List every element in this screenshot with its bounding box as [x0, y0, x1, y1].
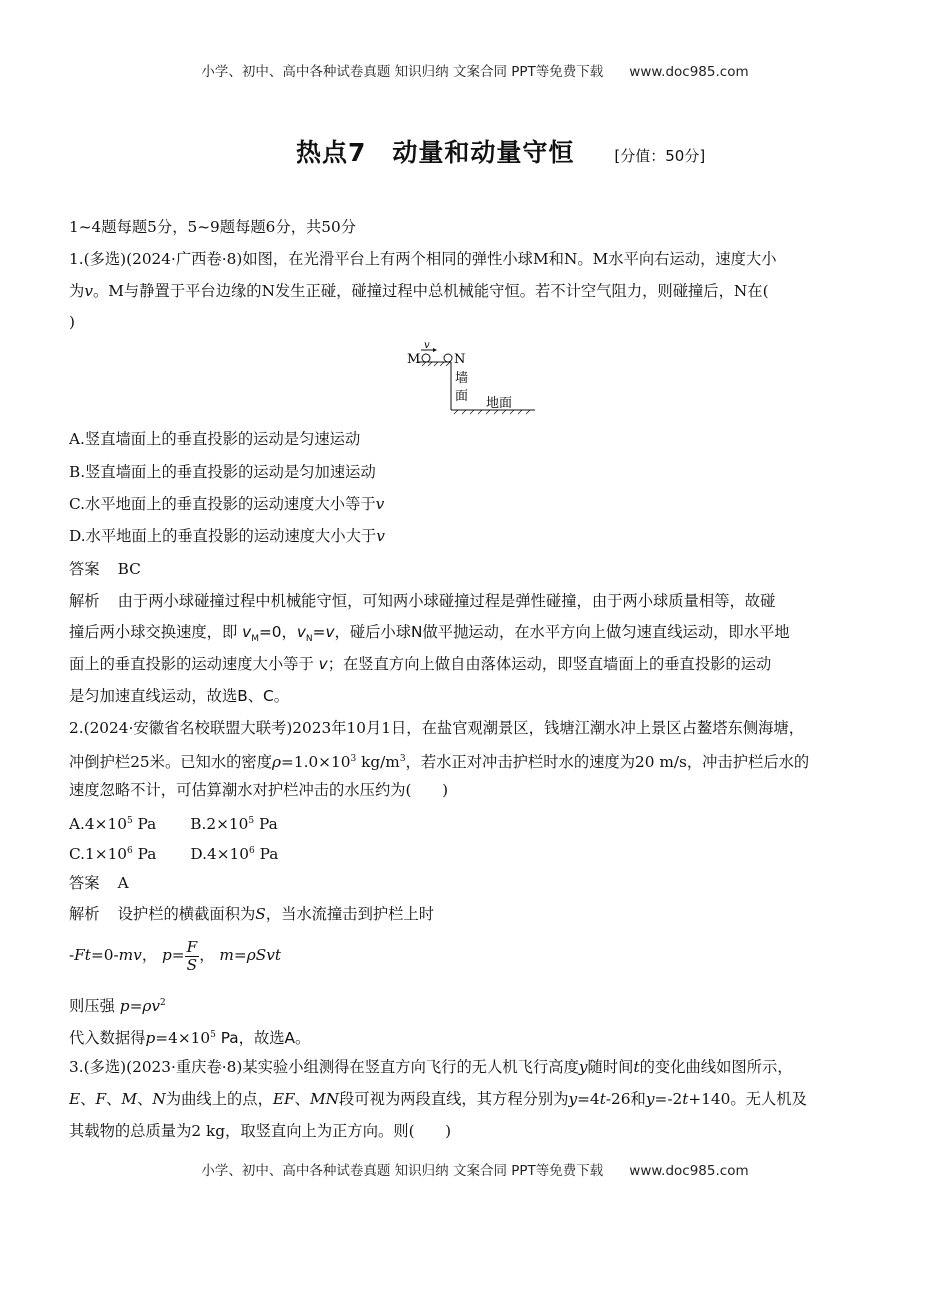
page-header	[0, 60, 950, 80]
q2-answer: 答案 A	[69, 874, 129, 892]
q1-stem-2: 为v。M与静置于平台边缘的N发生正碰，碰撞过程中总机械能守恒。若不计空气阻力，则碰撞后，N在(	[69, 282, 769, 300]
header-url[interactable]: www.doc985.com	[629, 64, 749, 80]
q1-figure	[400, 338, 540, 418]
intro-line: 1~4题每题5分，5~9题每题6分，共50分	[69, 218, 357, 236]
q1-answer: 答案 BC	[69, 560, 141, 578]
q1-analysis-3: 面上的垂直投影的运动速度大小等于 v；在竖直方向上做自由落体运动，即竖直墙面上的垂直投影的运动	[69, 655, 772, 673]
q2-options-cd: $C.1\times 10^6$ Pa $D.4\times 10^6$ Pa	[69, 845, 279, 864]
fig-wall-label-1: 墙	[455, 371, 469, 386]
q1-analysis-4: 是匀加速直线运动，故选B、C。	[69, 687, 290, 705]
q1-option-b: B.竖直墙面上的垂直投影的运动是匀加速运动	[69, 463, 376, 481]
q2-analysis-3: 则压强 $p=\rho v^2$	[69, 997, 166, 1016]
fig-v-label: v	[424, 340, 430, 351]
q1-stem-1: 1.(多选)(2024·广西卷·8)如图，在光滑平台上有两个相同的弹性小球M和N。M水平向右运动，速度大小	[69, 250, 777, 268]
q1-stem-3: )	[69, 313, 75, 331]
fig-ball-m	[422, 354, 430, 362]
q2-analysis-4: 代入数据得$p=4\times 10^5$ Pa，故选A。	[69, 1029, 311, 1048]
fig-n-label: N	[454, 352, 466, 367]
q1-analysis-1: 解析 由于两小球碰撞过程中机械能守恒，可知两小球碰撞过程是弹性碰撞，由于两小球质量相等，故碰	[69, 592, 776, 610]
q1-analysis-2: 撞后两小球交换速度，即 $v_M=0$，$v_N=v$，碰后小球N做平抛运动，在水平方向上做匀速直线运动，即水平地	[69, 623, 790, 645]
q1-option-d: D.水平地面上的垂直投影的运动速度大小大于v	[69, 527, 385, 545]
q2-formula: -Ft=0-mv， p= $\frac{F}{S}$ ， m=ρSvt	[69, 937, 282, 974]
page-title	[296, 133, 705, 169]
header-text: 小学、初中、高中各种试卷真题 知识归纳 文案合同 PPT等免费下载	[201, 64, 604, 80]
fig-m-label: M	[407, 352, 421, 367]
q2-stem-2: 冲倒护栏25米。已知水的密度$\rho=1.0\times 10^3$ $kg/m^3$，若水正对冲击护栏时水的速度为20 m/s，冲击护栏后水的	[69, 753, 810, 772]
q1-option-c: C.水平地面上的垂直投影的运动速度大小等于v	[69, 495, 385, 513]
fig-wall-label-2: 面	[455, 389, 469, 404]
title-score: [分值：50分]	[614, 147, 706, 165]
footer-text: 小学、初中、高中各种试卷真题 知识归纳 文案合同 PPT等免费下载	[201, 1163, 604, 1179]
q3-stem-3: 其载物的总质量为2 kg，取竖直向上为正方向。则( )	[69, 1122, 452, 1140]
q2-analysis-1: 解析 设护栏的横截面积为S，当水流撞击到护栏上时	[69, 905, 435, 923]
page-footer	[0, 1159, 950, 1179]
q2-stem-1: 2.(2024·安徽省名校联盟大联考)2023年10月1日，在盐官观潮景区，钱塘江潮水冲上景区占鳌塔东侧海塘，	[69, 719, 805, 737]
q3-stem-2: E、F、M、N为曲线上的点，EF、MN段可视为两段直线，其方程分别为y=4t-26和y=-2t+140。无人机及	[69, 1090, 807, 1108]
q2-stem-3: 速度忽略不计，可估算潮水对护栏冲击的水压约为( )	[69, 781, 449, 799]
footer-url[interactable]: www.doc985.com	[629, 1163, 749, 1179]
title-main: 热点7 动量和动量守恒	[296, 138, 575, 167]
q2-options-ab: $A.4\times 10^5$ Pa $B.2\times 10^5$ Pa	[69, 815, 278, 834]
fig-ball-n	[444, 354, 452, 362]
q1-option-a: A.竖直墙面上的垂直投影的运动是匀速运动	[69, 430, 361, 448]
fig-ground-label: 地面	[486, 396, 513, 411]
q3-stem-1: 3.(多选)(2023·重庆卷·8)某实验小组测得在竖直方向飞行的无人机飞行高度y随时间t的变化曲线如图所示，	[69, 1058, 793, 1076]
